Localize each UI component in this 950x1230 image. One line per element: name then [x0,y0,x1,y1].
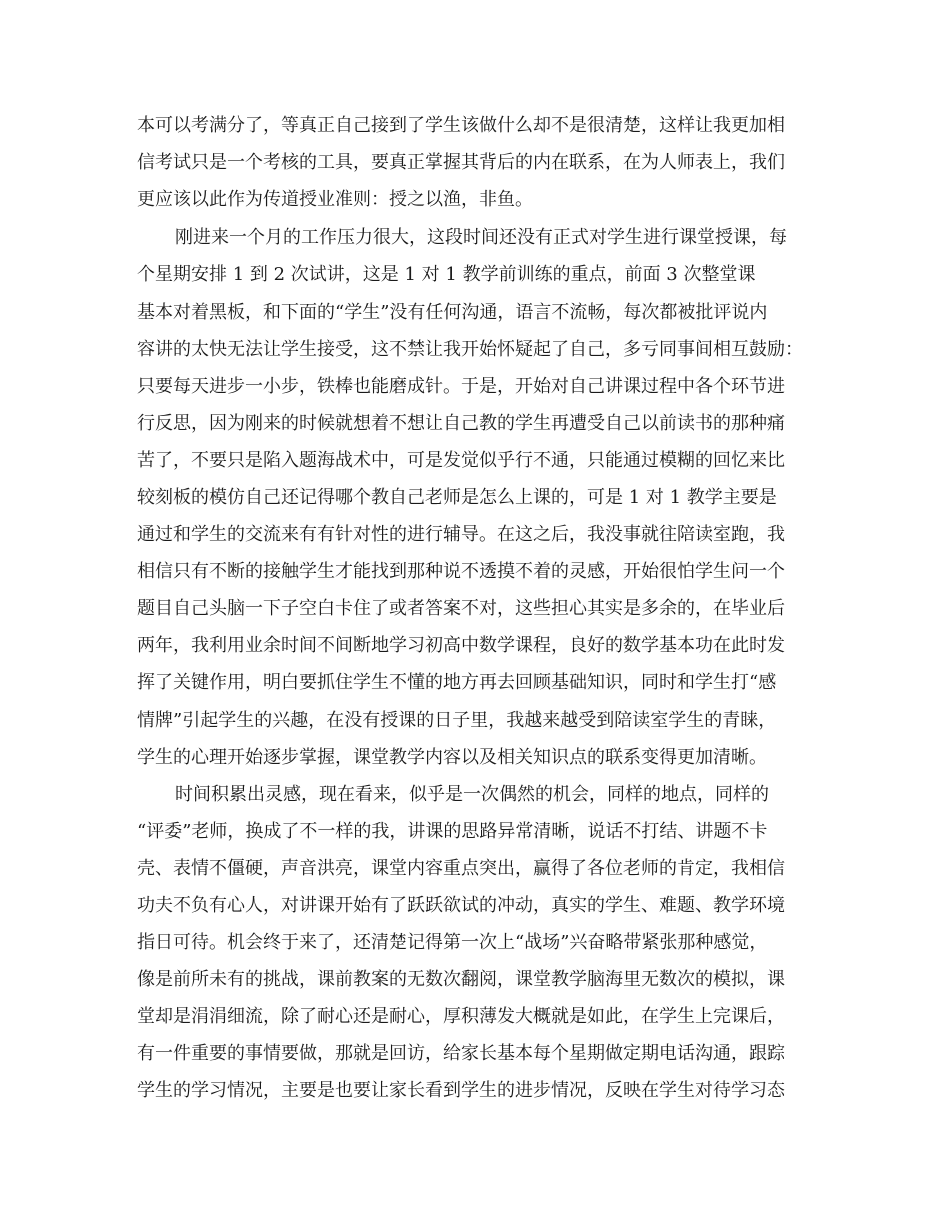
text-line: 更应该以此作为传道授业准则：授之以渔，非鱼。 [137,189,533,210]
text-line: 容讲的太快无法让学生接受，这不禁让我开始怀疑起了自己，多亏同事间相互鼓励： [137,339,803,360]
text-line: 相信只有不断的接触学生才能找到那种说不透摸不着的灵感，开始很怕学生问一个 [137,561,785,582]
text-line: “评委”老师，换成了不一样的我，讲课的思路异常清晰，说话不打结、讲题不卡 [137,821,768,842]
text-line: 苦了，不要只是陷入题海战术中，可是发觉似乎行不通，只能通过模糊的回忆来比 [137,450,785,471]
text-line: 基本对着黑板，和下面的“学生”没有任何沟通，语言不流畅，每次都被批评说内 [137,302,768,323]
text-line: 两年，我利用业余时间不间断地学习初高中数学课程，良好的数学基本功在此时发 [137,635,785,656]
text-line: 学生的学习情况，主要是也要让家长看到学生的进步情况，反映在学生对待学习态 [137,1080,785,1101]
text-line: 像是前所未有的挑战，课前教案的无数次翻阅，课堂教学脑海里无数次的模拟，课 [137,969,785,990]
text-line: 较刻板的模仿自己还记得哪个教自己老师是怎么上课的，可是 1 对 1 教学主要是 [137,487,777,508]
text-line: 本可以考满分了，等真正自己接到了学生该做什么却不是很清楚，这样让我更加相 [137,115,785,136]
text-line: 通过和学生的交流来有有针对性的进行辅导。在这之后，我没事就往陪读室跑，我 [137,524,785,545]
text-line: 时间积累出灵感，现在看来，似乎是一次偶然的机会，同样的地点，同样的 [175,784,769,805]
text-line: 指日可待。机会终于来了，还清楚记得第一次上“战场”兴奋略带紧张那种感觉， [137,932,768,953]
text-line: 只要每天进步一小步，铁棒也能磨成针。于是，开始对自己讲课过程中各个环节进 [137,376,785,397]
text-line: 壳、表情不僵硬，声音洪亮，课堂内容重点突出，赢得了各位老师的肯定，我相信 [137,858,785,879]
text-line: 挥了关键作用，明白要抓住学生不懂的地方再去回顾基础知识，同时和学生打“感 [137,672,777,693]
text-line: 学生的心理开始逐步掌握，课堂教学内容以及相关知识点的联系变得更加清晰。 [137,747,767,768]
text-line: 功夫不负有心人，对讲课开始有了跃跃欲试的冲动，真实的学生、难题、教学环境 [137,895,785,916]
text-line: 情牌”引起学生的兴趣，在没有授课的日子里，我越来越受到陪读室学生的青睐， [137,710,777,731]
text-line: 个星期安排 1 到 2 次试讲，这是 1 对 1 教学前训练的重点，前面 3 次整堂课 [137,264,756,285]
text-line: 题目自己头脑一下子空白卡住了或者答案不对，这些担心其实是多余的，在毕业后 [137,598,785,619]
text-line: 有一件重要的事情要做，那就是回访，给家长基本每个星期做定期电话沟通，跟踪 [137,1043,785,1064]
text-line: 行反思，因为刚来的时候就想着不想让自己教的学生再遭受自己以前读书的那种痛 [137,413,785,434]
text-line: 刚进来一个月的工作压力很大，这段时间还没有正式对学生进行课堂授课，每 [175,227,787,248]
text-line: 信考试只是一个考核的工具，要真正掌握其背后的内在联系，在为人师表上，我们 [137,152,785,173]
text-line: 堂却是涓涓细流，除了耐心还是耐心，厚积薄发大概就是如此，在学生上完课后， [137,1006,785,1027]
